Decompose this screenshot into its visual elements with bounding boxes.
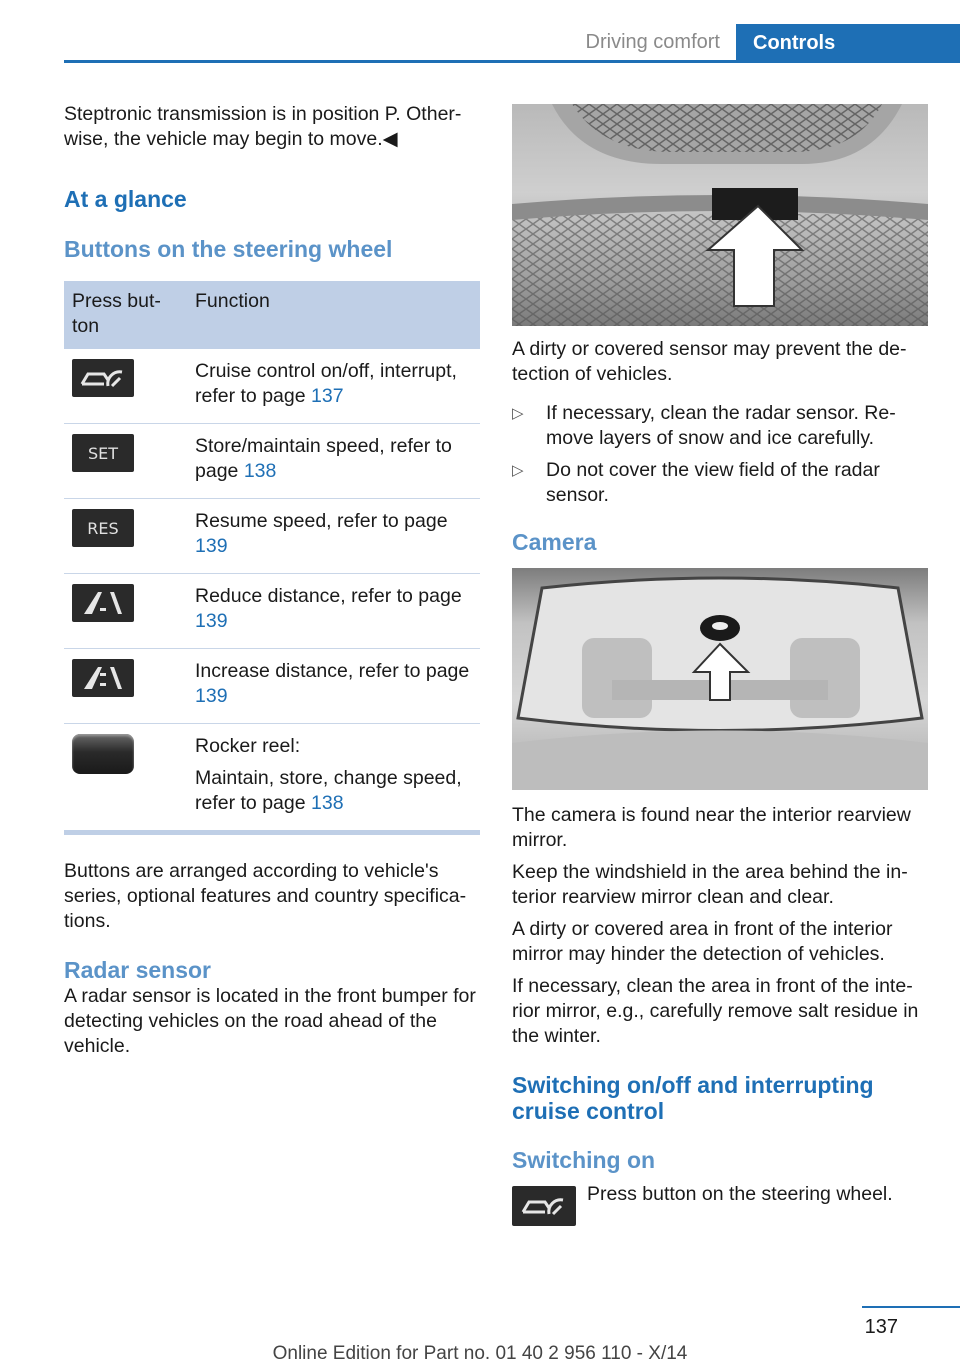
function-text: Increase distance, refer to page: [195, 660, 470, 682]
radar-heading: Radar sensor: [64, 957, 212, 983]
camera-paragraph: A dirty or covered area in front of the interior mirror may hinder the detection of vehicles.: [512, 918, 893, 965]
header-chapter: Controls: [736, 24, 960, 62]
radar-text: A radar sensor is located in the front bumper for detecting vehicles on the road ahead of the vehicle.: [64, 985, 476, 1057]
edition-footer: Online Edition for Part no. 01 40 2 956 110 - X/14: [272, 1343, 688, 1362]
table-row: [64, 574, 480, 649]
list-item: ▷ Do not cover the view field of the radar sensor.: [512, 459, 880, 506]
rocker-reel-icon: [72, 734, 134, 774]
page-number: 137: [864, 1316, 898, 1338]
switching-on-row: [512, 1182, 930, 1226]
sensor-caption: A dirty or covered sensor may prevent the de-tection of vehicles.: [512, 338, 907, 385]
arrangement-note: Buttons are arranged according to vehicle's series, optional features and country specifica-tions.: [64, 860, 467, 932]
intro-text: Steptronic transmission is in position P. Other-wise, the vehicle may begin to move.◀: [64, 103, 462, 150]
page-link[interactable]: 139: [195, 610, 228, 632]
camera-paragraph: If necessary, clean the area in front of the inte-rior mirror, e.g., carefully remove salt residue in the winter.: [512, 975, 919, 1047]
table-row: [64, 649, 480, 724]
col-function: Function: [187, 281, 480, 349]
radar-sensor-photo: [512, 104, 928, 326]
page-link[interactable]: 137: [311, 385, 344, 407]
table-row: [64, 724, 480, 831]
header-section: Driving comfort: [585, 30, 720, 53]
page-link[interactable]: 138: [311, 792, 344, 814]
switching-on-text: Press button on the steering wheel.: [587, 1183, 893, 1205]
camera-paragraph: The camera is found near the interior rearview mirror.: [512, 804, 911, 851]
table-bottom-rule: [64, 830, 480, 835]
switching-heading: Switching on/off and interrupting cruise control: [512, 1072, 874, 1124]
footer-rule: [862, 1306, 960, 1308]
page-link[interactable]: 139: [195, 535, 228, 557]
at-a-glance-heading: At a glance: [64, 186, 187, 212]
function-text: Resume speed, refer to page: [195, 510, 448, 532]
cruise-control-icon: [72, 359, 134, 397]
function-text: Store/maintain speed, refer to page: [195, 435, 452, 482]
buttons-table: [64, 281, 480, 830]
function-text: Maintain, store, change speed, refer to page: [195, 767, 462, 814]
triangle-bullet-icon: ▷: [512, 405, 524, 422]
left-column: [64, 102, 482, 1059]
table-row: [64, 499, 480, 574]
right-column: [512, 104, 930, 1226]
table-row: [64, 424, 480, 499]
header-rule: [64, 60, 960, 63]
increase-distance-icon: [72, 659, 134, 697]
set-button-icon: SET: [72, 434, 134, 472]
buttons-heading: Buttons on the steering wheel: [64, 236, 393, 262]
list-item: ▷ If necessary, clean the radar sensor. Re-move layers of snow and ice carefully.: [512, 402, 896, 449]
col-press-button: Press but-ton: [64, 281, 187, 349]
camera-photo: [512, 568, 928, 790]
rocker-title: Rocker reel:: [195, 735, 301, 757]
table-row: [64, 349, 480, 424]
camera-heading: Camera: [512, 529, 597, 555]
function-text: Cruise control on/off, interrupt, refer to page: [195, 360, 457, 407]
page-link[interactable]: 138: [243, 460, 277, 482]
page-link[interactable]: 139: [195, 685, 228, 707]
camera-paragraph: Keep the windshield in the area behind the in-terior rearview mirror clean and clear.: [512, 861, 908, 908]
sensor-tips-list: [512, 401, 930, 508]
triangle-bullet-icon: ▷: [512, 462, 524, 479]
switching-on-heading: Switching on: [512, 1147, 656, 1173]
res-button-icon: RES: [72, 509, 134, 547]
reduce-distance-icon: [72, 584, 134, 622]
function-text: Reduce distance, refer to page: [195, 585, 462, 607]
cruise-control-icon: [512, 1186, 576, 1226]
